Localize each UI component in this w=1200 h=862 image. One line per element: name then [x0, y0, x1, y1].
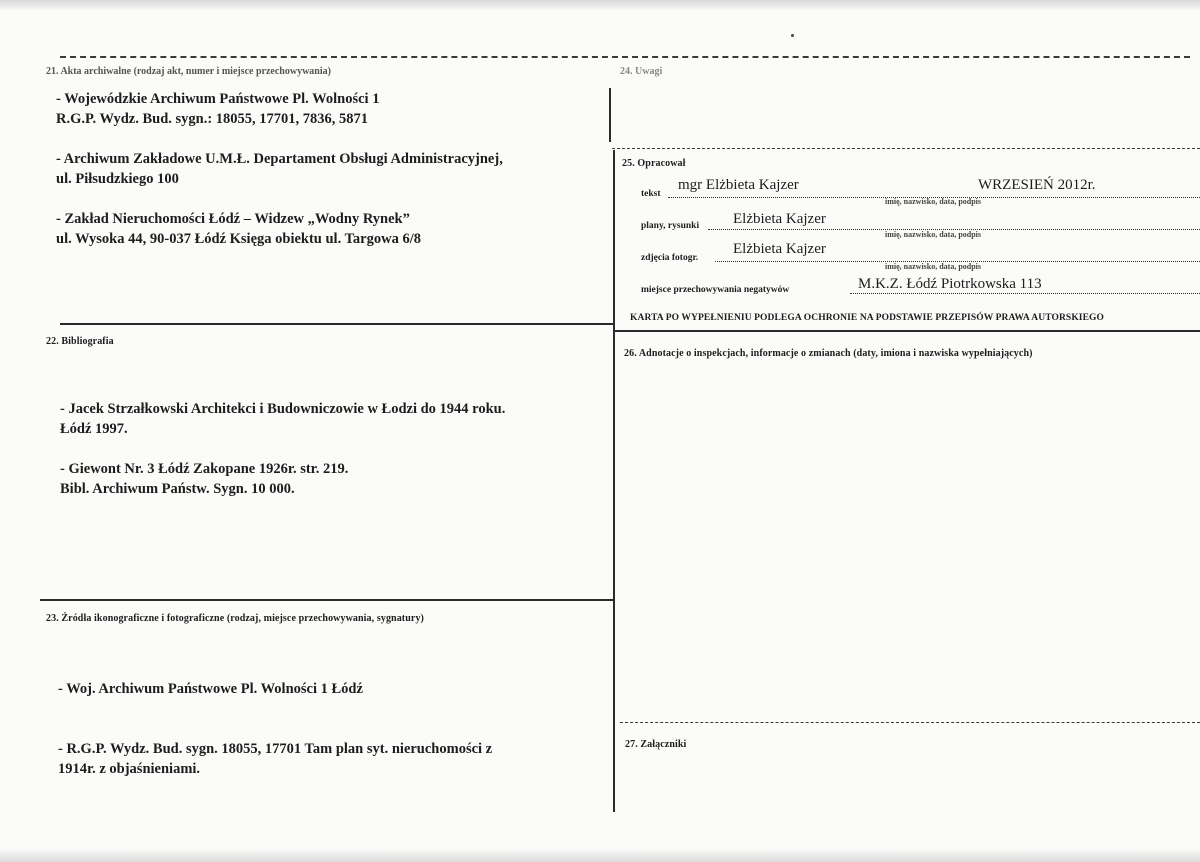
sec23-header: 23. Źródła ikonograficzne i fotograficzne (rodzaj, miejsce przechowywania, sygnatury): [46, 613, 424, 624]
sec22-item-1-line-1: - Jacek Strzałkowski Architekci i Budowniczowie w Łodzi do 1944 roku.: [60, 401, 506, 417]
sec27-header: 27. Załączniki: [625, 739, 687, 750]
sec22-header: 22. Bibliografia: [46, 336, 114, 347]
sec22-item-1-line-2: Łódź 1997.: [60, 421, 128, 437]
sec21-item-3-line-1: - Zakład Nieruchomości Łódź – Widzew „Wodny Rynek”: [56, 211, 410, 227]
sec21-item-2-line-2: ul. Piłsudzkiego 100: [56, 171, 179, 187]
sec21-item-1-line-1: - Wojewódzkie Archiwum Państwowe Pl. Wolności 1: [56, 91, 380, 107]
sec24-bottom-rule: [612, 148, 1200, 149]
plany-sig-caption: imię, nazwisko, data, podpis: [885, 230, 982, 239]
miejsce-label: miejsce przechowywania negatywów: [641, 285, 790, 295]
tekst-sig-caption: imię, nazwisko, data, podpis: [885, 197, 982, 206]
zdjecia-value: Elżbieta Kajzer: [733, 241, 826, 257]
tekst-date: WRZESIEŃ 2012r.: [978, 177, 1096, 193]
copyright-notice: KARTA PO WYPEŁNIENIU PODLEGA OCHRONIE NA PODSTAWIE PRZEPISÓW PRAWA AUTORSKIEGO: [630, 313, 1105, 323]
sec22-item-2-line-1: - Giewont Nr. 3 Łódź Zakopane 1926r. str. 219.: [60, 461, 349, 477]
sec21-item-1-line-2: R.G.P. Wydz. Bud. sygn.: 18055, 17701, 7836, 5871: [56, 111, 369, 127]
sec21-header: 21. Akta archiwalne (rodzaj akt, numer i miejsce przechowywania): [46, 66, 331, 77]
sec22-item-2-line-2: Bibl. Archiwum Państw. Sygn. 10 000.: [60, 481, 295, 497]
divider-vertical: [613, 150, 615, 812]
sec26-bottom-rule: [620, 722, 1200, 723]
sec25-header: 25. Opracował: [622, 158, 686, 169]
sec21-item-2-line-1: - Archiwum Zakładowe U.M.Ł. Departament Obsługi Administracyjnej,: [56, 151, 503, 167]
sec21-item-3-line-2: ul. Wysoka 44, 90-037 Łódź Księga obiektu ul. Targowa 6/8: [56, 231, 421, 247]
sec25-bottom-rule: [613, 330, 1200, 332]
sec23-item-2-line-1: - R.G.P. Wydz. Bud. sygn. 18055, 17701 Tam plan syt. nieruchomości z: [58, 741, 493, 757]
sec23-item-1: - Woj. Archiwum Państwowe Pl. Wolności 1 Łódź: [58, 681, 363, 697]
zdjecia-label: zdjęcia fotogr.: [641, 253, 699, 263]
plany-value: Elżbieta Kajzer: [733, 211, 826, 227]
scan-bottom-edge: [0, 848, 1200, 862]
top-rule: [60, 56, 1190, 58]
tekst-label: tekst: [641, 189, 661, 199]
miejsce-fill-line: [850, 293, 1200, 294]
scan-top-edge: [0, 0, 1200, 10]
sec21-bottom-rule: [60, 323, 613, 325]
zdjecia-sig-caption: imię, nazwisko, data, podpis: [885, 262, 982, 271]
scan-speck: [791, 34, 794, 37]
sec23-item-2-line-2: 1914r. z objaśnieniami.: [58, 761, 201, 777]
sec26-header: 26. Adnotacje o inspekcjach, informacje o zmianach (daty, imiona i nazwiska wypełniających): [624, 348, 1033, 359]
sec24-header: 24. Uwagi: [620, 66, 663, 77]
miejsce-value: M.K.Z. Łódź Piotrkowska 113: [858, 276, 1042, 292]
tekst-value: mgr Elżbieta Kajzer: [678, 177, 799, 193]
sec22-bottom-rule: [40, 599, 613, 601]
plany-label: plany, rysunki: [641, 221, 700, 231]
divider-vertical-top: [609, 88, 611, 142]
